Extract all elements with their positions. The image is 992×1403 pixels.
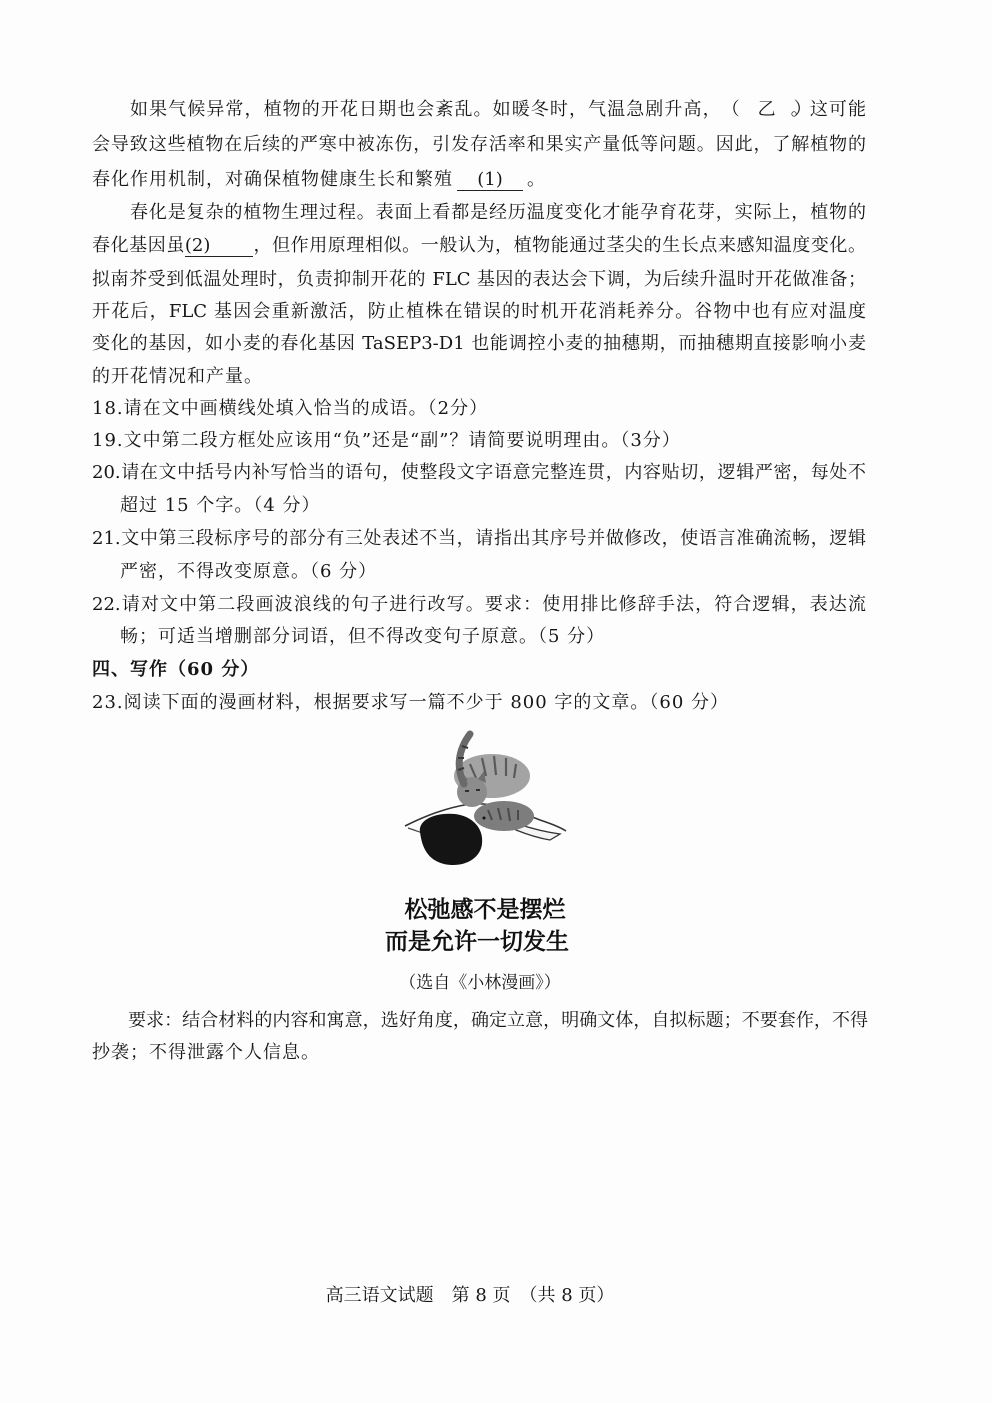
passage-p1-line1 <box>130 98 866 122</box>
question-20-line1: 20.请在文中括号内补写恰当的语句，使整段文字语意完整连贯，内容贴切，逻辑严密，每处不 <box>92 462 866 483</box>
passage-text: 。 <box>527 169 546 190</box>
comic-caption-line1: 松弛感不是摆烂 <box>404 897 566 923</box>
question-21-line2: 严密，不得改变原意。（6 分） <box>120 561 378 582</box>
fill-in-parentheses: （ 乙 ） <box>721 99 812 120</box>
passage-text: 如果气候异常，植物的开花日期也会紊乱。如暖冬时，气温急剧升高， <box>130 99 722 120</box>
passage-p2-line5: 变化的基因，如小麦的春化基因 TaSEP3-D1 也能调控小麦的抽穗期，而抽穗期直接影响小麦 <box>92 333 866 354</box>
passage-p2-line2 <box>92 234 866 258</box>
question-22-line2: 畅；可适当增删部分词语，但不得改变句子原意。（5 分） <box>120 626 606 647</box>
passage-p2-line3: 拟南芥受到低温处理时，负责抑制开花的 FLC 基因的表达会下调，为后续升温时开花做准备； <box>92 269 866 290</box>
hair-blob <box>420 814 482 865</box>
lower-cat-body <box>474 801 534 831</box>
requirements-line2: 抄袭；不得泄露个人信息。 <box>92 1042 320 1063</box>
passage-p2-line4: 开花后，FLC 基因会重新激活，防止植株在错误的时机开花消耗养分。谷物中也有应对温度 <box>92 301 866 322</box>
question-23: 23.阅读下面的漫画材料，根据要求写一篇不少于 800 字的文章。（60 分） <box>92 692 730 713</box>
passage-text: 春化作用机制，对确保植物健康生长和繁殖 <box>92 169 453 190</box>
question-22-line1: 22.请对文中第二段画波浪线的句子进行改写。要求：使用排比修辞手法，符合逻辑，表达流 <box>92 594 866 615</box>
passage-p1-line2: 会导致这些植物在后续的严寒中被冻伤，引发存活率和果实产量低等问题。因此，了解植物的 <box>92 134 866 155</box>
passage-p1-line3 <box>92 168 592 192</box>
passage-p2-line1: 春化是复杂的植物生理过程。表面上看都是经历温度变化才能孕育花芽，实际上，植物的 <box>130 202 866 223</box>
passage-text: ，但作用原理相似。一般认为，植物能通过茎尖的生长点来感知温度变化。 <box>252 235 866 256</box>
lower-cat-eye <box>483 817 486 820</box>
blank-2: (2) <box>185 236 253 257</box>
page-footer: 高三语文试题 第 8 页 （共 8 页） <box>325 1285 615 1306</box>
blank-1: (1) <box>457 170 523 191</box>
comic-source: （选自《小林漫画》） <box>399 973 561 993</box>
section-title-writing: 四、写作（60 分） <box>92 659 260 680</box>
comic-caption-line2: 而是允许一切发生 <box>385 929 569 955</box>
passage-text: 春化基因虽 <box>92 235 185 256</box>
requirements-line1: 要求：结合材料的内容和寓意，选好角度，确定立意，明确文体，自拟标题；不要套作，不得 <box>128 1010 868 1031</box>
question-20-line2: 超过 15 个字。（4 分） <box>120 495 321 516</box>
passage-p2-line6: 的开花情况和产量。 <box>92 366 263 387</box>
comic-illustration <box>400 728 575 873</box>
question-21-line1: 21.文中第三段标序号的部分有三处表述不当，请指出其序号并做修改，使语言准确流畅，逻辑 <box>92 528 866 549</box>
passage-text: 。这可能 <box>789 99 866 120</box>
question-19: 19.文中第二段方框处应该用“负”还是“副”？请简要说明理由。（3分） <box>92 430 681 451</box>
question-18: 18.请在文中画横线处填入恰当的成语。（2分） <box>92 398 489 419</box>
